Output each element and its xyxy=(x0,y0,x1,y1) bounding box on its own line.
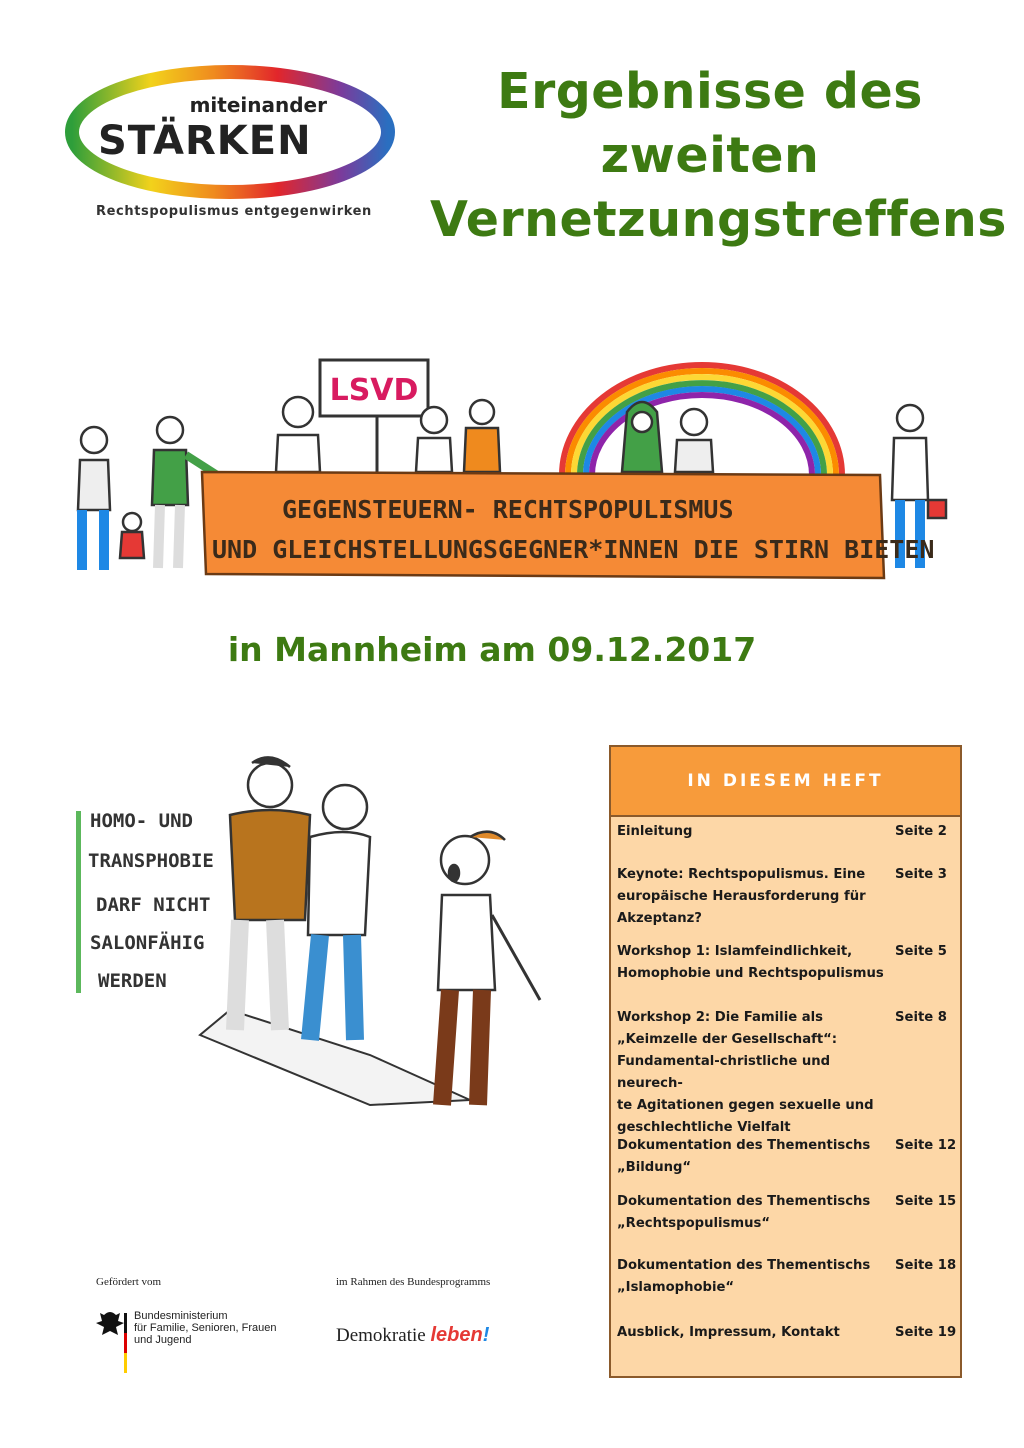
toc-title-line: Workshop 2: Die Familie als xyxy=(617,1010,824,1025)
banner-illustration xyxy=(62,300,962,600)
toc-title-line: Ausblick, Impressum, Kontakt xyxy=(617,1325,840,1340)
title-line-3: Vernetzungstreffens xyxy=(430,191,1007,248)
toc-title-line: Workshop 1: Islamfeindlichkeit, xyxy=(617,944,853,959)
toc-item-rechtspopulismus[interactable] xyxy=(617,1191,957,1235)
table-of-contents xyxy=(609,745,962,1378)
ministry-name xyxy=(134,1310,276,1346)
homophobia-illustration xyxy=(70,745,590,1135)
ministry-line: und Jugend xyxy=(134,1334,192,1346)
title-line-1: Ergebnisse des xyxy=(497,63,923,120)
logo-tagline: Rechtspopulismus entgegenwirken xyxy=(96,204,372,219)
page-title xyxy=(430,60,1007,252)
toc-title-line: Dokumentation des Thementischs xyxy=(617,1138,871,1153)
toc-title-line: Einleitung xyxy=(617,824,693,839)
illus-line-3: DARF NICHT xyxy=(96,894,211,916)
toc-item-title xyxy=(617,1255,892,1299)
toc-item-bildung[interactable] xyxy=(617,1135,957,1179)
toc-item-page: Seite 5 xyxy=(895,944,947,959)
illus-line-2: TRANSPHOBIE xyxy=(88,850,214,872)
sponsor-mid-label: im Rahmen des Bundesprogramms xyxy=(336,1276,491,1288)
toc-title-line: „Keimzelle der Gesellschaft“: xyxy=(617,1032,838,1047)
toc-title-line: „Rechtspopulismus“ xyxy=(617,1216,770,1231)
demokratie-leben-logo xyxy=(336,1324,489,1347)
toc-title-line: Akzeptanz? xyxy=(617,911,702,926)
green-accent-bar xyxy=(76,811,81,993)
ministry-line: Bundesministerium xyxy=(134,1310,228,1322)
program-name-c: ! xyxy=(482,1324,490,1346)
toc-title-line: Homophobie und Rechtspopulismus xyxy=(617,966,884,981)
toc-title-line: europäische Herausforderung für xyxy=(617,889,866,904)
toc-item-page: Seite 2 xyxy=(895,824,947,839)
banner-line-2: UND GLEICHSTELLUNGSGEGNER*INNEN DIE STIRN BIETEN xyxy=(212,535,935,564)
toc-item-page: Seite 3 xyxy=(895,867,947,882)
toc-title-line: Dokumentation des Thementischs xyxy=(617,1258,871,1273)
toc-item-title xyxy=(617,1322,892,1344)
toc-item-keynote[interactable] xyxy=(617,864,957,930)
logo-small-text: miteinander xyxy=(189,93,327,117)
program-name-b xyxy=(430,1324,482,1346)
subtitle: in Mannheim am 09.12.2017 xyxy=(227,630,757,669)
toc-item-workshop-2[interactable] xyxy=(617,1007,957,1139)
toc-item-title xyxy=(617,941,892,985)
toc-item-page: Seite 12 xyxy=(895,1138,957,1153)
toc-item-page: Seite 18 xyxy=(895,1258,957,1273)
illus-line-4: SALONFÄHIG xyxy=(90,932,205,954)
toc-title-line: „Islamophobie“ xyxy=(617,1280,735,1295)
title-line-2: zweiten xyxy=(600,127,820,184)
toc-item-title xyxy=(617,1007,892,1139)
logo-big-text: STÄRKEN xyxy=(98,118,312,164)
sponsor-left-label: Gefördert vom xyxy=(96,1276,162,1288)
toc-title-line: Keynote: Rechtspopulismus. Eine xyxy=(617,867,866,882)
toc-item-page: Seite 15 xyxy=(895,1194,957,1209)
program-name-a: Demokratie xyxy=(336,1325,426,1346)
program-name-b-text: leben xyxy=(430,1324,483,1346)
toc-item-ausblick[interactable] xyxy=(617,1322,957,1344)
toc-title-line: Dokumentation des Thementischs xyxy=(617,1194,871,1209)
toc-header: IN DIESEM HEFT xyxy=(611,747,960,817)
toc-title-line: te Agitationen gegen sexuelle und xyxy=(617,1098,874,1113)
banner-line-1: GEGENSTEUERN- RECHTSPOPULISMUS xyxy=(282,495,734,524)
toc-item-title xyxy=(617,864,892,930)
illus-line-5: WERDEN xyxy=(98,970,167,992)
toc-item-title xyxy=(617,1191,892,1235)
toc-item-islamophobie[interactable] xyxy=(617,1255,957,1299)
toc-item-page: Seite 8 xyxy=(895,1010,947,1025)
lsvd-sign-text: LSVD xyxy=(329,373,419,408)
toc-item-page: Seite 19 xyxy=(895,1325,957,1340)
toc-item-workshop-1[interactable] xyxy=(617,941,957,985)
toc-item-title xyxy=(617,821,892,843)
illus-line-1: HOMO- UND xyxy=(90,810,193,832)
toc-title-line: geschlechtliche Vielfalt xyxy=(617,1120,791,1135)
ministry-line: für Familie, Senioren, Frauen xyxy=(134,1322,277,1334)
toc-item-einleitung[interactable] xyxy=(617,821,957,843)
toc-item-title xyxy=(617,1135,892,1179)
toc-title-line: Fundamental-christliche und neurech- xyxy=(617,1054,831,1091)
toc-title-line: „Bildung“ xyxy=(617,1160,692,1175)
